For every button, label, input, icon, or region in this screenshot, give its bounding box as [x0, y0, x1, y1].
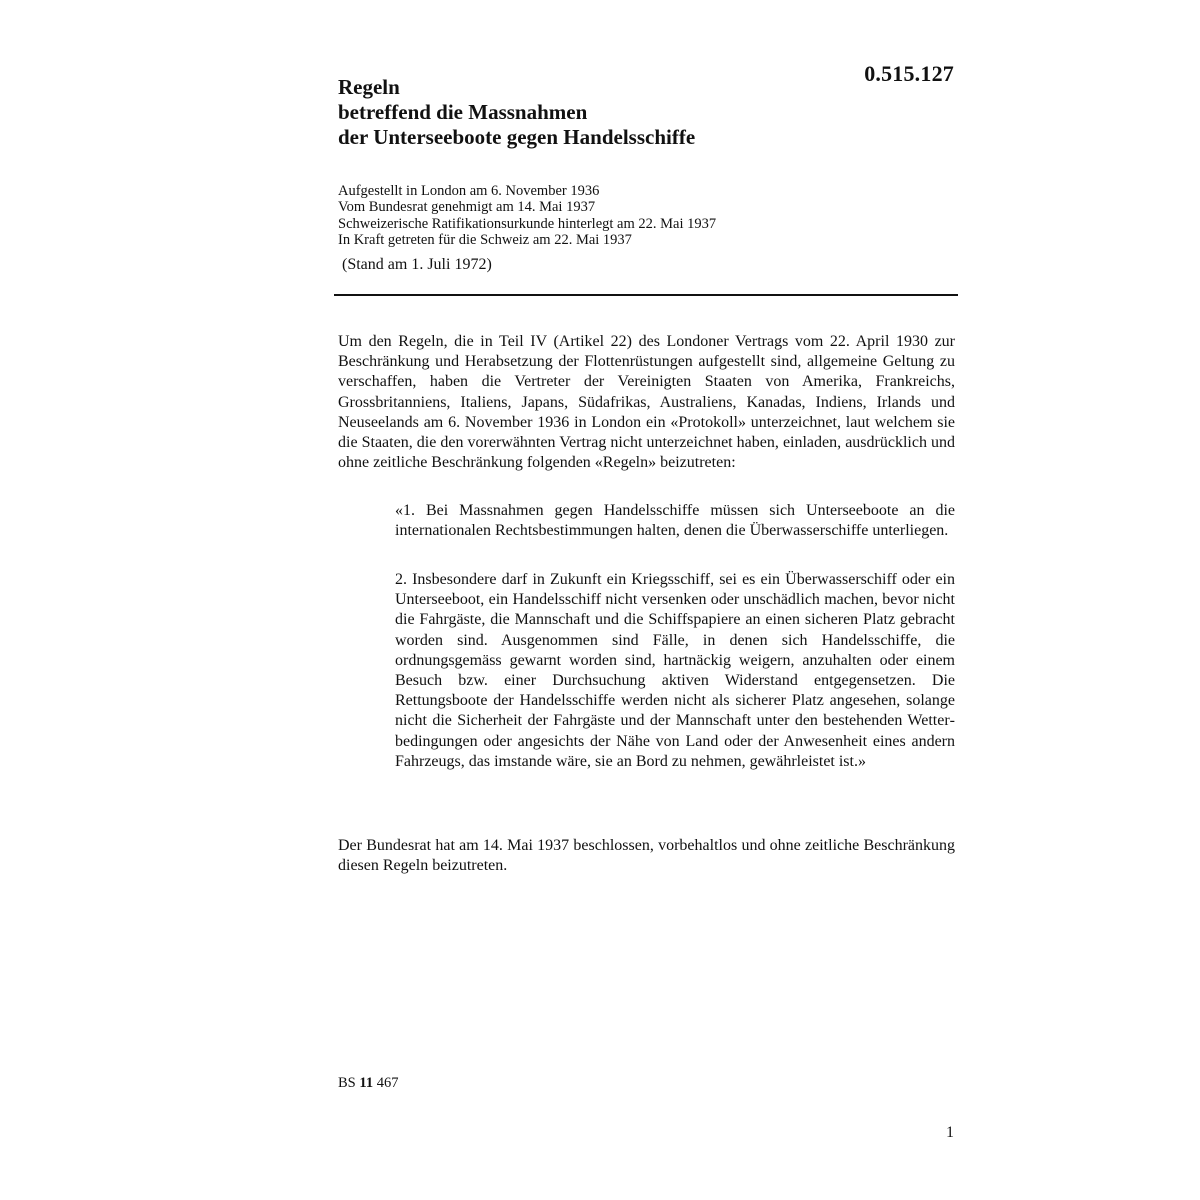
title-line-3: der Unterseeboote gegen Handelsschiffe	[338, 125, 696, 149]
sr-number: 0.515.127	[864, 61, 954, 86]
ref-page: 467	[376, 1075, 399, 1091]
title-line-1: Regeln	[338, 75, 400, 99]
ref-prefix: BS	[338, 1075, 356, 1091]
meta-established: Aufgestellt in London am 6. November 1936	[338, 183, 600, 199]
meta-ratification: Schweizerische Ratifikationsurkunde hinterlegt am 22. Mai 1937	[338, 215, 717, 232]
page-number: 1	[946, 1124, 954, 1141]
intro-paragraph: Um den Regeln, die in Teil IV (Artikel 22) des Londoner Vertrags vom 22. April 1930 zur Beschränkung und Herabsetzung der Flottenrüstungen aufgestellt sind, allgemeine Geltung zu verschaffen, haben die Vertreter der Vereinigten Staaten von Amerika, Frankreichs, Grossbritanniens, Italiens, Japans, Südafrikas, Australiens, Kanadas, Indiens, Irlands und Neuseelands am 6. November 1936 in London ein «Protokoll» unterzeichnet, laut welchem sie die Staaten, die den vorerwähnten Vertrag nicht unterzeichnet haben, einladen, ausdrücklich und ohne zeitliche Beschränkung folgenden «Regeln» beizutreten:	[338, 333, 955, 472]
document-title	[338, 75, 898, 150]
source-reference	[338, 1075, 398, 1092]
meta-in-force: In Kraft getreten für die Schweiz am 22. Mai 1937	[338, 232, 632, 249]
status-date: (Stand am 1. Juli 1972)	[342, 256, 492, 273]
header-divider	[334, 294, 958, 296]
ref-volume: 11	[359, 1075, 374, 1091]
meta-approved: Vom Bundesrat genehmigt am 14. Mai 1937	[338, 199, 596, 216]
closing-paragraph: Der Bundesrat hat am 14. Mai 1937 beschlossen, vorbehaltlos und ohne zeitliche Beschränkung diesen Regeln beizutreten.	[338, 837, 955, 875]
title-line-2: betreffend die Massnahmen	[338, 100, 588, 124]
rule-1-paragraph: «1. Bei Massnahmen gegen Handelsschiffe müssen sich Unterseeboote an die internationalen Rechtsbestimmungen halten, denen die Überwasserschiffe unterliegen.	[395, 502, 955, 540]
rule-2-paragraph: 2. Insbesondere darf in Zukunft ein Kriegsschiff, sei es ein Überwasserschiff oder ein Unterseeboot, ein Handelsschiff nicht versenken oder unschädlich machen, bevor nicht die Fahrgäste, die Mannschaft und die Schiffspapiere an einen sicheren Platz gebracht worden sind. Ausgenommen sind Fälle, in denen sich Handelsschiffe, die ordnungsgemäss gewarnt worden sind, hartnäckig weigern, anzuhalten oder einem Besuch bzw. einer Durchsuchung aktiven Widerstand entgegensetzen. Die Rettungsboote der Handelsschiffe werden nicht als sicherer Platz angesehen, solange nicht die Sicherheit der Fahrgäste und der Mannschaft unter den bestehenden Wetterbedingungen oder angesichts der Nähe von Land oder der Anwesenheit eines andern Fahrzeugs, das imstande wäre, sie an Bord zu nehmen, gewährleistet ist.»	[395, 571, 955, 770]
document-metadata	[338, 183, 958, 249]
